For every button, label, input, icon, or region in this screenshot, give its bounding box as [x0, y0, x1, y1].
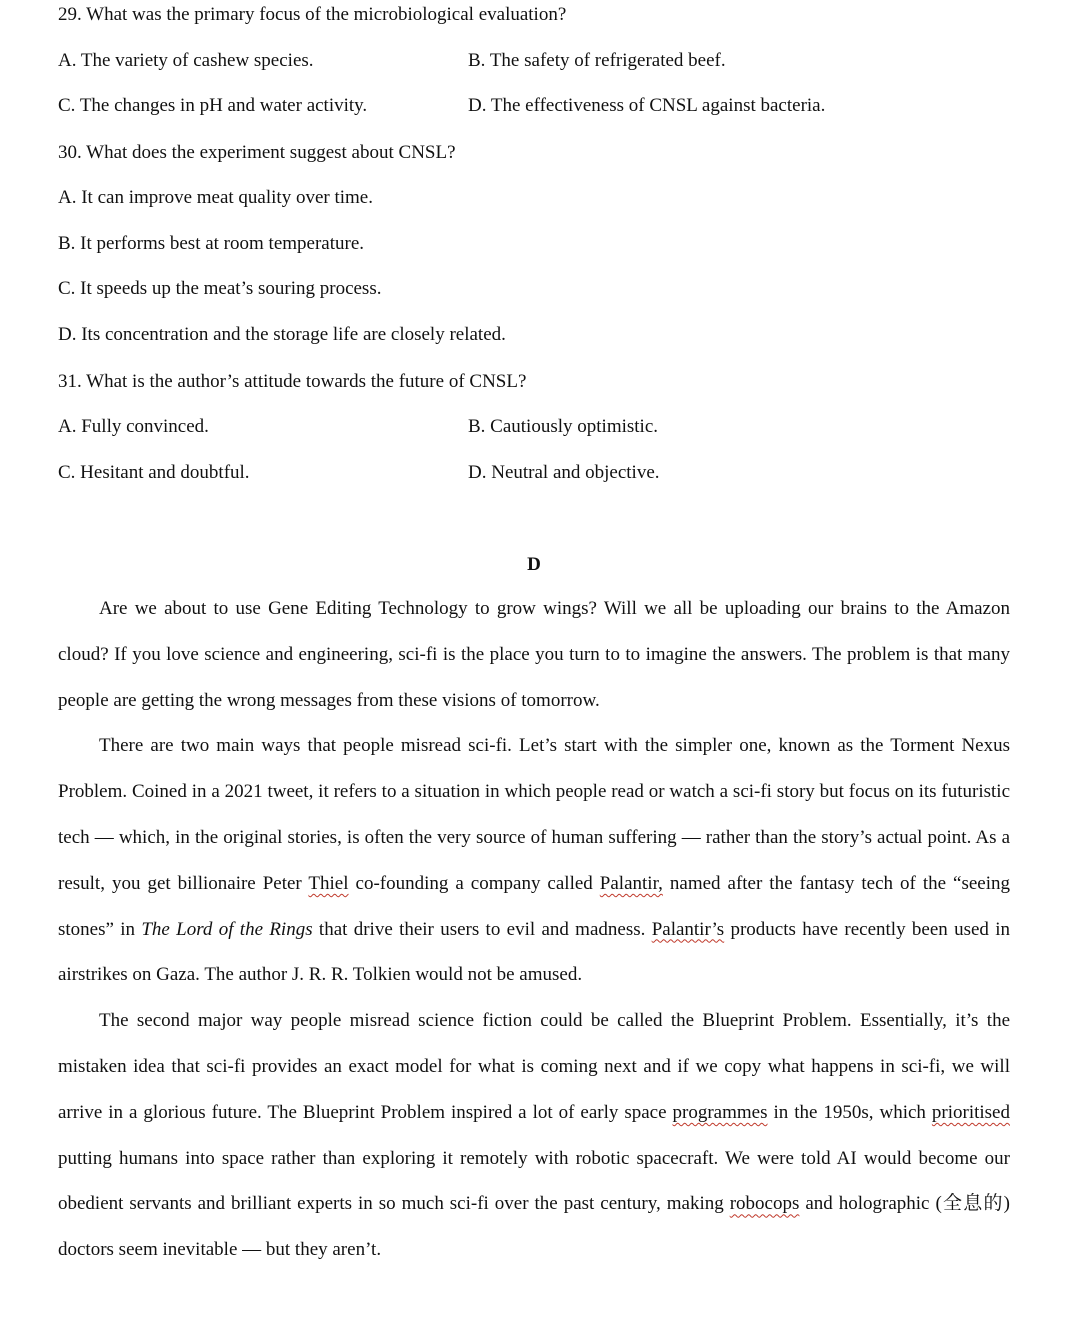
question-31-stem: 31. What is the author’s attitude towards the future of CNSL?	[58, 371, 527, 392]
question-30-option-d: D. Its concentration and the storage life are closely related.	[58, 324, 506, 345]
question-31-option-b: B. Cautiously optimistic.	[468, 416, 659, 437]
p3-text-a: The second major way people misread science fiction could be called the Blueprint Problem. Essentially, it’s the mistaken idea that sci-fi provides an exact model for what is coming next and if we copy what happens in sci-fi, we will arrive in a glorious future. The Blueprint Problem inspired a lot of early space	[58, 1010, 1010, 1123]
p3-text-c: putting humans into space rather than exploring it remotely with robotic spacecraft. We were told AI would become our obedient servants and brilliant experts in so much sci-fi over the past century, making	[58, 1147, 1010, 1215]
book-title: The Lord of the Rings	[141, 918, 313, 940]
p3-text-b: in the 1950s, which	[767, 1101, 932, 1123]
question-31-option-a: A. Fully convinced.	[58, 416, 209, 437]
p2-text-e: products have recently been used in airstrikes on Gaza. The author J. R. R. Tolkien would not be amused.	[58, 918, 1010, 986]
question-29-option-c: C. The changes in pH and water activity.	[58, 95, 368, 116]
p2-text-c: named after the fantasy tech of the “seeing stones” in	[58, 872, 1010, 940]
question-30-option-c: C. It speeds up the meat’s souring process.	[58, 278, 382, 299]
word-palantir: Palantir,	[599, 872, 663, 894]
question-29-stem: 29. What was the primary focus of the microbiological evaluation?	[58, 4, 567, 25]
passage-paragraph-3	[58, 998, 1010, 1273]
word-palantirs: Palantir’s	[651, 918, 725, 940]
word-prioritised: prioritised	[931, 1101, 1010, 1123]
passage-paragraph-2	[58, 723, 1010, 998]
p3-text-d: and holographic (全息的) doctors seem inevitable — but they aren’t.	[58, 1193, 1010, 1261]
p2-text-a: There are two main ways that people misread sci-fi. Let’s start with the simpler one, known as the Torment Nexus Problem. Coined in a 2021 tweet, it refers to a situation in which people read or watch a sci-fi story but focus on its futuristic tech — which, in the original stories, is often the very source of human suffering — rather than the story’s actual point. As a result, you get billionaire Peter	[58, 735, 1010, 894]
question-29-option-d: D. The effectiveness of CNSL against bacteria.	[468, 95, 826, 116]
question-31-option-d: D. Neutral and objective.	[468, 462, 660, 483]
p2-text-d: that drive their users to evil and madness.	[312, 918, 652, 940]
section-heading: D	[527, 554, 541, 575]
question-30-stem: 30. What does the experiment suggest about CNSL?	[58, 142, 456, 163]
question-30-option-a: A. It can improve meat quality over time.	[58, 187, 373, 208]
p2-text-b: co-founding a company called	[348, 872, 600, 894]
question-29-option-a: A. The variety of cashew species.	[58, 50, 314, 71]
question-29-option-b: B. The safety of refrigerated beef.	[468, 50, 726, 71]
question-31-option-c: C. Hesitant and doubtful.	[58, 462, 250, 483]
passage	[58, 586, 1010, 1273]
passage-paragraph-1: Are we about to use Gene Editing Technology to grow wings? Will we all be uploading our brains to the Amazon cloud? If you love science and engineering, sci-fi is the place you turn to to imagine the answers. The problem is that many people are getting the wrong messages from these visions of tomorrow.	[58, 598, 1010, 711]
word-robocops: robocops	[729, 1193, 800, 1215]
word-programmes: programmes	[672, 1101, 768, 1123]
question-30-option-b: B. It performs best at room temperature.	[58, 233, 365, 254]
word-thiel: Thiel	[308, 872, 349, 894]
